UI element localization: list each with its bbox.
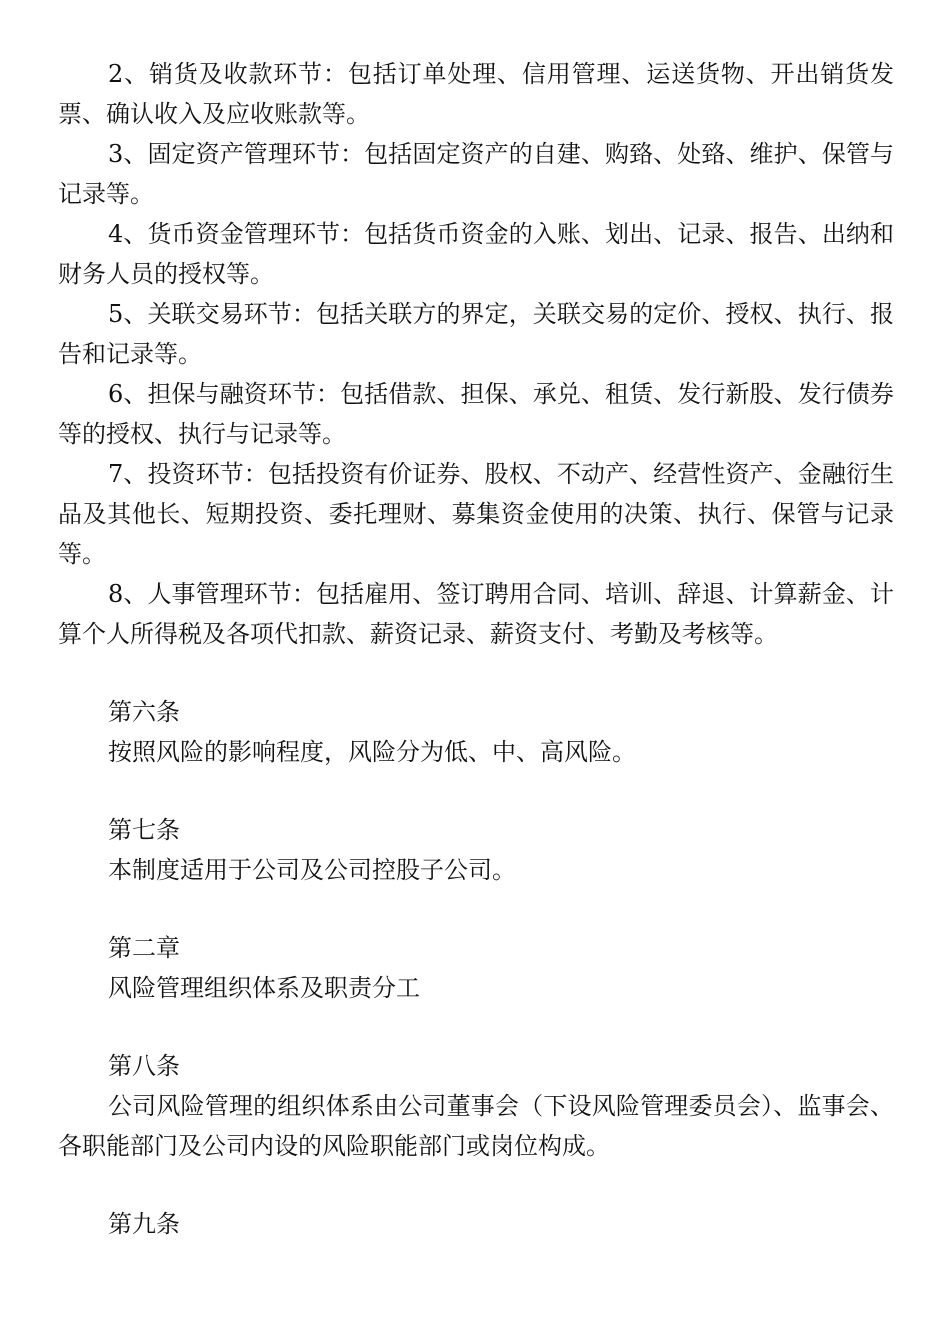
article-6-heading: 第六条 [108,698,180,726]
section-gap [58,890,894,928]
chapter-2-heading: 第二章 [108,934,180,962]
section-gap [58,654,894,692]
item-paragraph-7: 7、投资环节：包括投资有价证券、股权、不动产、经营性资产、金融衍生品及其他长、短期投资、委托理财、募集资金使用的决策、执行、保管与记录等。 [58,460,894,568]
item-paragraph-2: 2、销货及收款环节：包括订单处理、信用管理、运送货物、开出销货发票、确认收入及应收账款等。 [58,60,894,128]
item-paragraph-5: 5、关联交易环节：包括关联方的界定，关联交易的定价、授权、执行、报告和记录等。 [58,300,894,368]
article-8-heading: 第八条 [108,1052,180,1080]
article-7-text: 本制度适用于公司及公司控股子公司。 [108,856,516,884]
article-8-text: 公司风险管理的组织体系由公司董事会（下设风险管理委员会）、监事会、各职能部门及公司内设的风险职能部门或岗位构成。 [58,1092,894,1160]
document-page [58,54,894,1244]
item-paragraph-3: 3、固定资产管理环节：包括固定资产的自建、购臵、处臵、维护、保管与记录等。 [58,140,894,208]
article-7-heading: 第七条 [108,816,180,844]
section-gap [58,1166,894,1204]
item-paragraph-8: 8、人事管理环节：包括雇用、签订聘用合同、培训、辞退、计算薪金、计算个人所得税及各项代扣款、薪资记录、薪资支付、考勤及考核等。 [58,580,894,648]
item-paragraph-6: 6、担保与融资环节：包括借款、担保、承兑、租赁、发行新股、发行债券等的授权、执行与记录等。 [58,380,894,448]
article-6-text: 按照风险的影响程度，风险分为低、中、高风险。 [108,738,636,766]
section-gap [58,772,894,810]
section-gap [58,1008,894,1046]
article-9-heading: 第九条 [108,1210,180,1238]
chapter-2-title: 风险管理组织体系及职责分工 [108,974,420,1002]
item-paragraph-4: 4、货币资金管理环节：包括货币资金的入账、划出、记录、报告、出纳和财务人员的授权等。 [58,220,894,288]
